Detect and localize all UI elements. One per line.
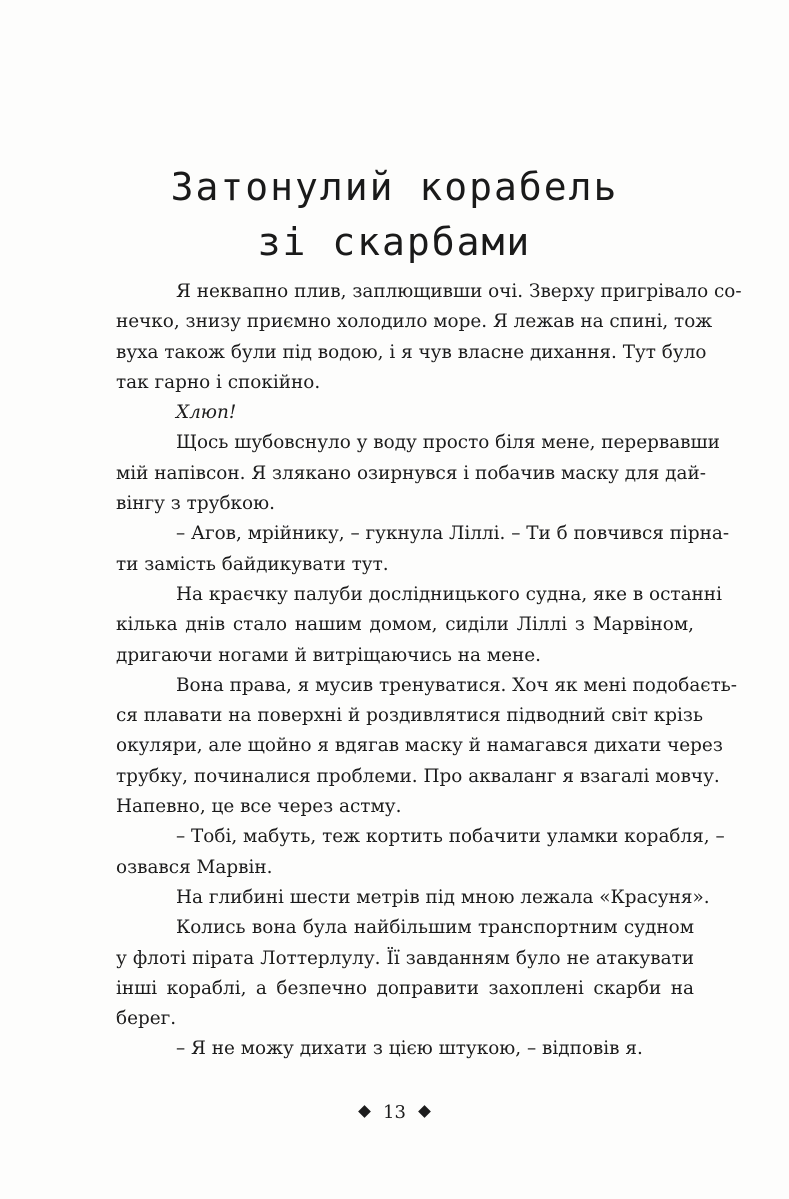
paragraph (116, 428, 720, 519)
page-footer (0, 1101, 789, 1125)
text-line: інші кораблі, а безпечно доправити захоплені скарби на (116, 977, 694, 999)
text-line: окуляри, але щойно я вдягав маску й намагався дихати через (116, 735, 723, 757)
chapter-title-line-2: зі скарбами (257, 220, 532, 264)
text-line: ся плавати на поверхні й роздивлятися підводний світ крізь (116, 705, 703, 727)
paragraph (116, 580, 722, 671)
diamond-ornament-icon (358, 1105, 371, 1118)
text-line: Щось шубовснуло у воду просто біля мене, перервавши (176, 432, 720, 454)
chapter-title (0, 160, 789, 270)
paragraph (116, 883, 710, 913)
text-line: вуха також були під водою, і я чув власне дихання. Тут було (116, 341, 707, 363)
diamond-ornament-icon (418, 1105, 431, 1118)
paragraph (116, 277, 742, 398)
text-line: у флоті пірата Лоттерлулу. Її завданням було не атакувати (116, 947, 694, 969)
paragraph (116, 822, 725, 883)
text-line: мій напівсон. Я злякано озирнувся і побачив маску для дай- (116, 462, 706, 484)
text-line: вінгу з трубкою. (116, 493, 275, 515)
text-line: так гарно і спокійно. (116, 371, 321, 393)
text-line: Хлюп! (176, 402, 237, 424)
chapter-title-line-1: Затонулий корабель (170, 165, 619, 209)
text-line: Я неквапно плив, заплющивши очі. Зверху пригрівало со- (176, 281, 742, 302)
paragraph (116, 519, 730, 580)
text-line: Вона права, я мусив тренуватися. Хоч як мені подобаєть- (176, 674, 737, 696)
text-line: – Я не можу дихати з цією штукою, – відповів я. (176, 1038, 643, 1060)
paragraph (116, 671, 737, 822)
text-line: Напевно, це все через астму. (116, 796, 402, 818)
paragraph (116, 913, 694, 1034)
text-line: дригаючи ногами й витріщаючись на мене. (116, 644, 541, 666)
text-line: трубку, починалися проблеми. Про акваланг я взагалі мовчу. (116, 765, 720, 787)
paragraph (116, 1034, 694, 1064)
body-text (116, 277, 742, 1065)
text-line: нечко, знизу приємно холодило море. Я лежав на спині, тож (116, 311, 713, 333)
text-line: озвався Марвін. (116, 856, 273, 878)
text-line: – Агов, мрійнику, – гукнула Ліллі. – Ти б повчився пірна- (176, 523, 730, 545)
text-line: Колись вона була найбільшим транспортним судном (176, 917, 694, 939)
paragraph (116, 398, 694, 428)
text-line: На краєчку палуби дослідницького судна, яке в останні (176, 583, 722, 605)
text-line: берег. (116, 1008, 177, 1030)
text-line: кілька днів стало нашим домом, сиділи Ліллі з Марвіном, (116, 614, 694, 636)
text-line: На глибині шести метрів під мною лежала «Красуня». (176, 886, 710, 908)
text-line: ти замість байдикувати тут. (116, 553, 389, 575)
page-number: 13 (383, 1102, 406, 1123)
text-line: – Тобі, мабуть, теж кортить побачити уламки корабля, – (176, 826, 725, 848)
